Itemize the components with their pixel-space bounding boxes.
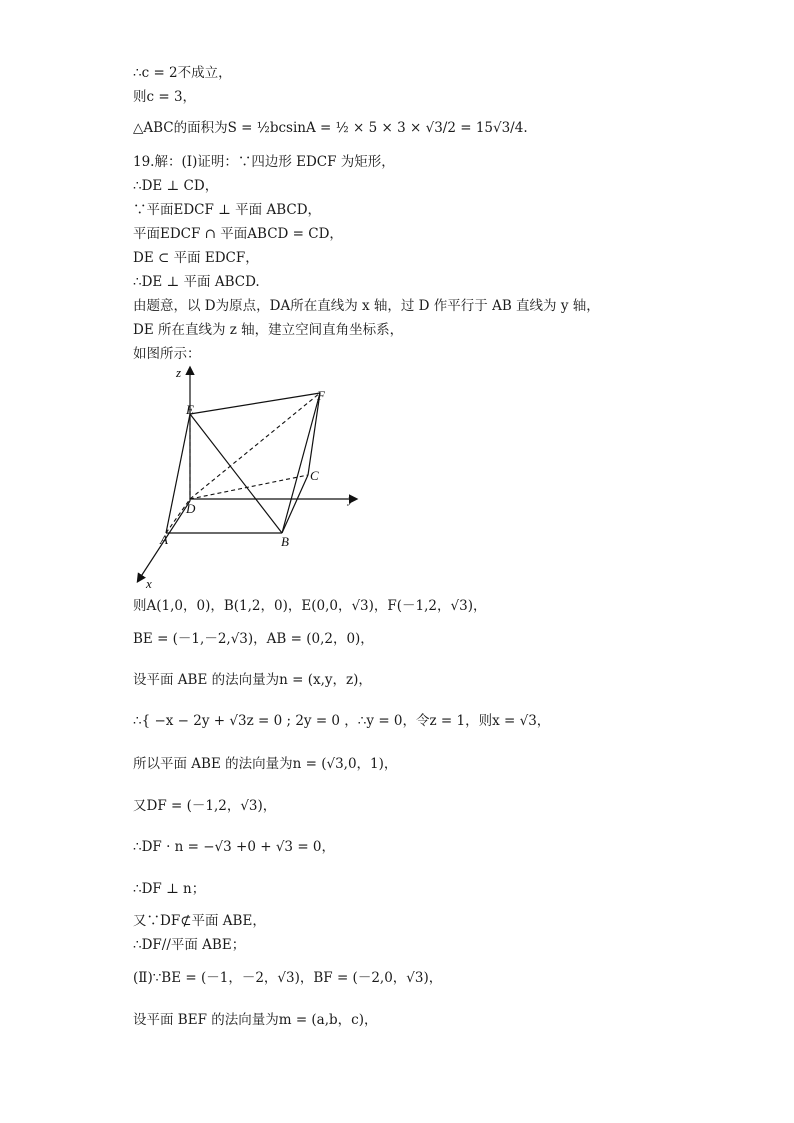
label-y: y: [348, 491, 354, 506]
label-x: x: [146, 576, 152, 591]
text-line-6: ∵平面EDCF ⊥ 平面 ABCD，: [133, 202, 322, 218]
label-c: C: [310, 468, 319, 483]
text-line-17: 所以平面 ABE 的法向量为n = (√3,0，1)，: [133, 756, 398, 772]
label-f: F: [317, 388, 325, 403]
label-e: E: [186, 402, 194, 417]
label-d: D: [186, 501, 196, 516]
text-line-2: 则c = 3，: [133, 89, 197, 105]
label-b: B: [281, 534, 289, 549]
edge-bf: [282, 393, 320, 533]
text-line-15: 设平面 ABE 的法向量为n = (x,y，z)，: [133, 672, 372, 688]
text-line-10: 由题意，以 D为原点，DA所在直线为 x 轴，过 D 作平行于 AB 直线为 y 轴，: [133, 298, 600, 314]
text-line-18: 又DF = (－1,2，√3)，: [133, 798, 277, 814]
coordinate-figure: [128, 363, 368, 591]
text-line-1: ∴c = 2不成立，: [133, 65, 232, 81]
edge-ef: [190, 393, 320, 414]
text-line-12: 如图所示：: [133, 346, 201, 362]
text-line-3: △ABC的面积为S = ½bcsinA = ½ × 5 × 3 × √3/2 = 15√3/4.: [133, 120, 528, 136]
edge-eb: [190, 414, 282, 533]
text-line-19: ∴DF · n = −√3 +0 + √3 = 0，: [133, 839, 336, 855]
text-line-23: (Ⅱ)∵BE = (－1，－2，√3)，BF = (－2,0，√3)，: [133, 970, 443, 986]
text-line-21: 又∵DF⊄平面 ABE，: [133, 913, 266, 929]
edge-dc-hidden: [190, 475, 308, 499]
text-line-13: 则A(1,0，0)，B(1,2，0)，E(0,0，√3)，F(－1,2，√3)，: [133, 598, 487, 614]
text-line-16: ∴{ −x − 2y + √3z = 0 ; 2y = 0 ，∴y = 0，令z = 1，则x = √3，: [133, 713, 551, 729]
text-line-20: ∴DF ⊥ n；: [133, 881, 206, 897]
text-line-4: 19.解：(Ⅰ)证明：∵四边形 EDCF 为矩形，: [133, 154, 395, 170]
label-z: z: [176, 365, 182, 380]
text-line-22: ∴DF//平面 ABE；: [133, 937, 246, 953]
text-line-9: ∴DE ⊥ 平面 ABCD.: [133, 274, 260, 290]
text-line-24: 设平面 BEF 的法向量为m = (a,b，c)，: [133, 1012, 378, 1028]
edge-cf: [308, 393, 320, 475]
text-line-11: DE 所在直线为 z 轴，建立空间直角坐标系，: [133, 322, 404, 338]
text-line-5: ∴DE ⊥ CD，: [133, 178, 219, 194]
label-a: A: [160, 532, 168, 547]
text-line-8: DE ⊂ 平面 EDCF，: [133, 250, 259, 266]
text-line-7: 平面EDCF ∩ 平面ABCD = CD，: [133, 226, 343, 242]
edge-df-hidden: [190, 393, 320, 499]
text-line-14: BE = (－1,－2,√3)，AB = (0,2，0)，: [133, 631, 374, 647]
